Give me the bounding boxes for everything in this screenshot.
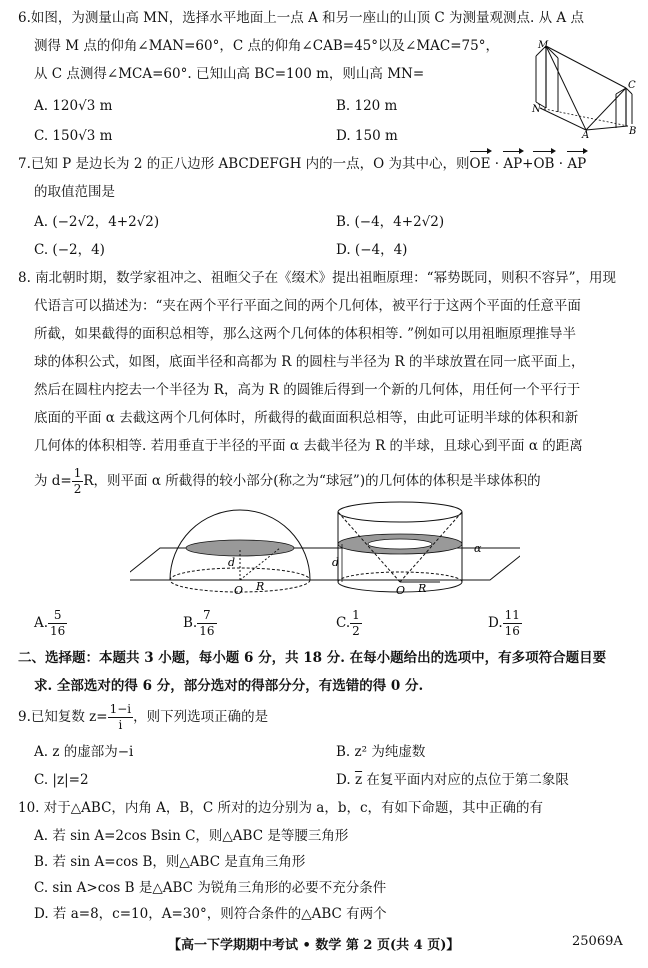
q8-fig-label-o: O — [234, 584, 244, 597]
q6-option-b: B. 120 m — [336, 98, 398, 114]
section-2-heading-line-1: 二、选择题：本题共 3 小题，每小题 6 分，共 18 分. 在每小题给出的选项中，有多项符合题目要 — [18, 650, 607, 666]
q7-option-c: C. (−2，4) — [34, 242, 105, 258]
q9-option-d — [336, 770, 569, 790]
q6-mountain-figure — [530, 38, 640, 138]
q8-fig-label-alpha: α — [474, 542, 482, 555]
page-footer-code: 25069A — [572, 934, 623, 949]
q9-option-a: A. z 的虚部为−i — [34, 744, 134, 760]
q8-fig-label-d: d — [228, 556, 236, 569]
q10-stem: 10. 对于△ABC，内角 A，B，C 所对的边分别为 a，b，c，有如下命题，其中正确的有 — [18, 800, 544, 816]
fraction-one-half — [72, 466, 84, 497]
q6-option-c: C. 150√3 m — [34, 128, 113, 144]
q8-line-8 — [34, 466, 541, 497]
q8-fig-label-r: R — [256, 580, 265, 593]
q7-line-2: 的取值范围是 — [34, 184, 115, 200]
fraction-numerator: 7 — [197, 608, 216, 624]
fraction-denominator: 16 — [504, 624, 520, 638]
option-label: B. — [183, 615, 198, 631]
fraction-denominator: 2 — [73, 482, 82, 496]
q8-option-a — [34, 606, 67, 640]
q10-option-b: B. 若 sin A=cos B，则△ABC 是直角三角形 — [34, 854, 306, 870]
plus-operator: + — [522, 156, 534, 172]
q9-stem — [18, 702, 268, 733]
page-footer-title: 【高一下学期期中考试 • 数学 第 2 页(共 4 页)】 — [168, 938, 460, 953]
option-text: 在复平面内对应的点位于第二象限 — [362, 772, 569, 788]
vector-ap: AP — [503, 156, 523, 172]
fraction-numerator: 1 — [73, 466, 82, 480]
q8-line-8-post: R，则平面 α 所截得的较小部分(称之为“球冠”)的几何体的体积是半球体积的 — [83, 473, 541, 489]
q8-line-3: 所截，如果截得的面积总相等，那么这两个几何体的体积相等. ”例如可以用祖暅原理推导半 — [34, 326, 576, 342]
q6-fig-label-a: A — [582, 130, 590, 138]
option-label: A. — [34, 615, 49, 631]
q7-line-1 — [18, 154, 586, 174]
q6-line-3: 从 C 点测得∠MCA=60°. 已知山高 BC=100 m，则山高 MN= — [34, 66, 425, 82]
q10-option-a: A. 若 sin A=2cos Bsin C，则△ABC 是等腰三角形 — [34, 828, 349, 844]
q8-line-5: 然后在圆柱内挖去一个半径为 R，高为 R 的圆锥后得到一个新的几何体，用任何一个平行于 — [34, 382, 581, 398]
q8-fig-label-o-cylinder: O — [396, 584, 406, 597]
fraction-numerator: 5 — [48, 608, 67, 624]
q8-option-b — [183, 606, 217, 640]
q8-line-4: 球的体积公式，如图，底面半径和高都为 R 的圆柱与半径为 R 的半球放置在同一底平面上， — [34, 354, 585, 370]
fraction-z — [108, 702, 134, 733]
q8-hemisphere-cylinder-figure — [130, 500, 520, 600]
q6-option-d: D. 150 m — [336, 128, 398, 144]
q8-option-d — [488, 606, 522, 640]
q8-fig-label-r-cylinder: R — [418, 582, 427, 595]
fraction-numerator: 1−i — [109, 702, 132, 716]
q6-option-a: A. 120√3 m — [34, 98, 113, 114]
q7-option-b: B. (−4，4+2√2) — [336, 214, 445, 230]
q9-stem-post: ，则下列选项正确的是 — [133, 709, 269, 725]
vector-oe: OE — [469, 156, 491, 172]
vector-ob: OB — [533, 156, 555, 172]
q9-stem-pre: 9.已知复数 z= — [18, 709, 108, 725]
fraction-denominator: 16 — [50, 624, 66, 638]
section-2-heading-line-2: 求. 全部选对的得 6 分，部分选对的得部分分，有选错的得 0 分. — [34, 678, 424, 694]
dot-operator: · — [554, 156, 568, 172]
dot-operator: · — [490, 156, 504, 172]
q10-option-d: D. 若 a=8，c=10，A=30°，则符合条件的△ABC 有两个 — [34, 906, 387, 922]
q8-fig-label-d-cylinder: d — [332, 556, 340, 569]
q7-option-d: D. (−4，4) — [336, 242, 408, 258]
q7-stem-text: 7.已知 P 是边长为 2 的正八边形 ABCDEFGH 内的一点，O 为其中心，则 — [18, 156, 470, 172]
q6-fig-label-b: B — [629, 126, 637, 137]
vector-ap: AP — [567, 156, 587, 172]
q8-line-1: 8. 南北朝时期，数学家祖冲之、祖暅父子在《缀术》提出祖暅原理：“幂势既同，则积不容异”，用现 — [18, 270, 616, 286]
q9-option-b: B. z² 为纯虚数 — [336, 744, 426, 760]
q8-line-8-pre: 为 d= — [34, 473, 72, 489]
fraction-numerator: 11 — [504, 608, 520, 622]
fraction-denominator: i — [118, 718, 123, 732]
q10-option-c: C. sin A>cos B 是△ABC 为锐角三角形的必要不充分条件 — [34, 880, 387, 896]
fraction-denominator: 2 — [352, 624, 360, 638]
q6-fig-label-m: M — [538, 40, 549, 51]
q8-line-7: 几何体的体积相等. 若用垂直于半径的平面 α 去截半径为 R 的半球，且球心到平面 α 的距离 — [34, 438, 583, 454]
fraction-denominator: 16 — [199, 624, 215, 638]
q7-option-a: A. (−2√2，4+2√2) — [34, 214, 160, 230]
q6-line-2: 测得 M 点的仰角∠MAN=60°，C 点的仰角∠CAB=45°以及∠MAC=75°， — [34, 38, 499, 54]
option-label: D. — [488, 615, 503, 631]
q9-option-c: C. |z|=2 — [34, 772, 89, 788]
conjugate-z: $\overline{z}$ — [354, 772, 363, 788]
option-label: C. — [336, 615, 351, 631]
fraction-numerator: 1 — [352, 608, 360, 622]
q8-line-2: 代语言可以描述为：“夹在两个平行平面之间的两个几何体，被平行于这两个平面的任意平面 — [34, 298, 581, 314]
q8-option-c — [336, 606, 362, 640]
q6-line-1: 6.如图，为测量山高 MN，选择水平地面上一点 A 和另一座山的山顶 C 为测量观测点. 从 A 点 — [18, 10, 584, 26]
option-label: D. — [336, 772, 355, 788]
q6-fig-label-n: N — [532, 104, 541, 115]
q8-line-6: 底面的平面 α 去截这两个几何体时，所截得的截面面积总相等，由此可证明半球的体积和新 — [34, 410, 579, 426]
q6-fig-label-c: C — [628, 80, 636, 91]
